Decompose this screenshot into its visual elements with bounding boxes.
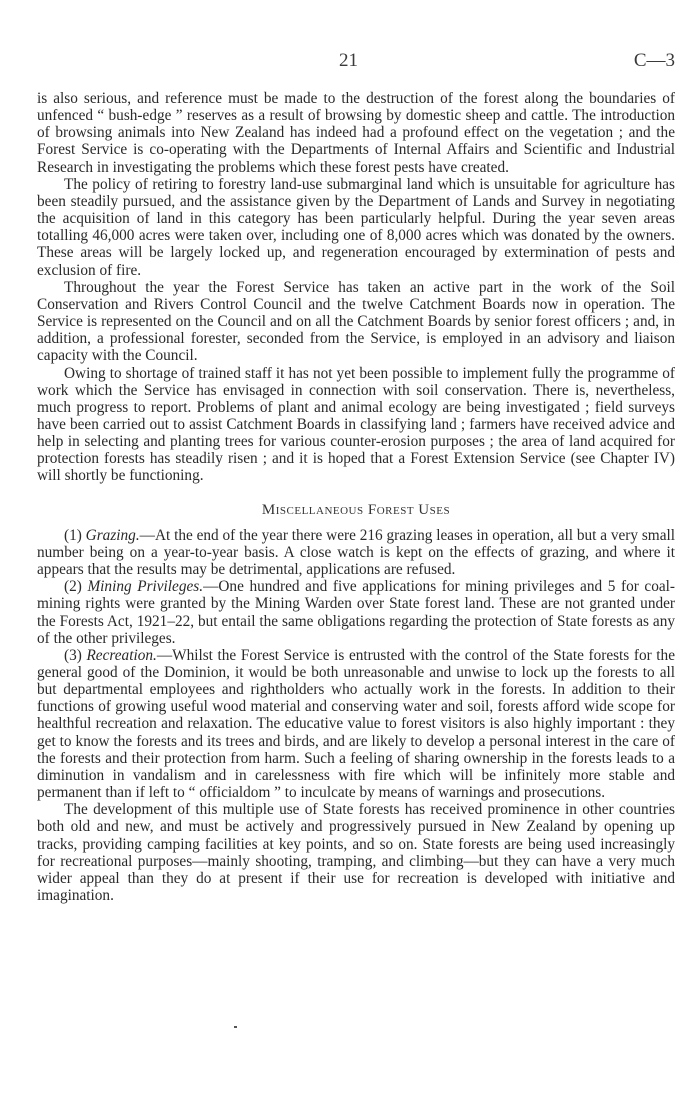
paragraph-land-retirement: The policy of retiring to forestry land-use submarginal land which is unsuitable for agriculture has been steadily pursued, and the assistance given by the Department of Lands and Survey in negotiating the acquisition of land in this category has been particularly helpful. During the year seven areas totalling 46,000 acres were taken over, including one of 8,000 acres which was donated by the owners. These areas will be largely locked up, and regeneration encouraged by extermination of pests and exclusion of fire.: [37, 175, 675, 279]
item-text: —One hundred and five applications for mining privileges and 5 for coal-mining rights were granted by the Mining Warden over State forest land. These are not granted under the Forests Act, 1921–22, but entail the same obligations regarding the protection of State forests as any of the other privileges.: [37, 578, 675, 647]
item-number: (2): [64, 578, 88, 596]
item-number: (3): [64, 646, 87, 664]
item-number: (1): [64, 526, 86, 544]
item-title: Grazing.: [85, 526, 140, 544]
item-title: Mining Privileges.: [87, 578, 204, 596]
item-grazing: [37, 527, 675, 578]
page-header: [37, 50, 675, 90]
print-mark: [234, 1026, 237, 1028]
paragraph-staff-shortage: Owing to shortage of trained staff it has not yet been possible to implement fully the programme of work which the Service has envisaged in connection with soil conservation. There is, nevertheless, much progress to report. Problems of plant and animal ecology are being investigated ; field surveys have been carried out to assist Catchment Boards in classifying land ; farmers have received advice and help in selecting and planting trees for various counter-erosion purposes ; the area of land acquired for protection forests has steadily risen ; and it is hoped that a Forest Extension Service (see Chapter IV) will shortly be functioning.: [37, 364, 675, 485]
section-heading: Miscellaneous Forest Uses: [261, 501, 451, 518]
document-page: [37, 50, 675, 904]
paragraph-soil-conservation: Throughout the year the Forest Service has taken an active part in the work of the Soil Conservation and Rivers Control Council and the twelve Catchment Boards now in operation. The Service is represented on the Council and on all the Catchment Boards by senior forest officers ; and, in addition, a professional forester, seconded from the Service, is employed in an advisory and liaison capacity with the Council.: [37, 278, 675, 365]
document-reference: C—3: [633, 50, 675, 71]
paragraph-closing: The development of this multiple use of State forests has received prominence in other countries both old and new, and must be actively and progressively pursued in New Zealand by opening up tracks, providing camping facilities at key points, and so on. State forests are being used increasingly for recreational purposes—mainly shooting, tramping, and climbing—but they can have a very much wider appeal than they do at present if their use for recreation is developed with initiative and imagination.: [37, 801, 675, 905]
page-number: 21: [339, 50, 358, 71]
item-text: —Whilst the Forest Service is entrusted with the control of the State forests for the general good of the Dominion, it would be both unreasonable and unwise to lock up the forests to all but departmental employees and rightholders who actually work in the forests. In addition to their functions of growing useful wood material and conserving water and soil, forests afford wide scope for healthful recreation and relaxation. The educative value to forest visitors is also highly important : they get to know the forests and its trees and birds, and are likely to develop a personal interest in the care of the forests and their protection from harm. Such a feeling of sharing ownership in the forests leads to a diminution in vandalism and in carelessness with fire which will be infinitely more stable and permanent than if left to “ officialdom ” to inculcate by means of warnings and prosecutions.: [37, 646, 675, 802]
paragraph-continued: is also serious, and reference must be made to the destruction of the forest along the boundaries of unfenced “ bush-edge ” reserves as a result of browsing by domestic sheep and cattle. The introduction of browsing animals into New Zealand has indeed had a profound effect on the vegetation ; and the Forest Service is co-operating with the Departments of Internal Affairs and Scientific and Industrial Research in investigating the problems which these forest pests have created.: [37, 90, 675, 176]
item-mining-privileges: [37, 578, 675, 647]
item-text: —At the end of the year there were 216 grazing leases in operation, all but a very small number being on a year-to-year basis. A close watch is kept on the effects of grazing, and where it appears that the results may be detrimental, applications are refused.: [37, 526, 675, 579]
item-title: Recreation.: [86, 646, 157, 664]
item-recreation: [37, 647, 675, 801]
body-text: [37, 90, 675, 904]
